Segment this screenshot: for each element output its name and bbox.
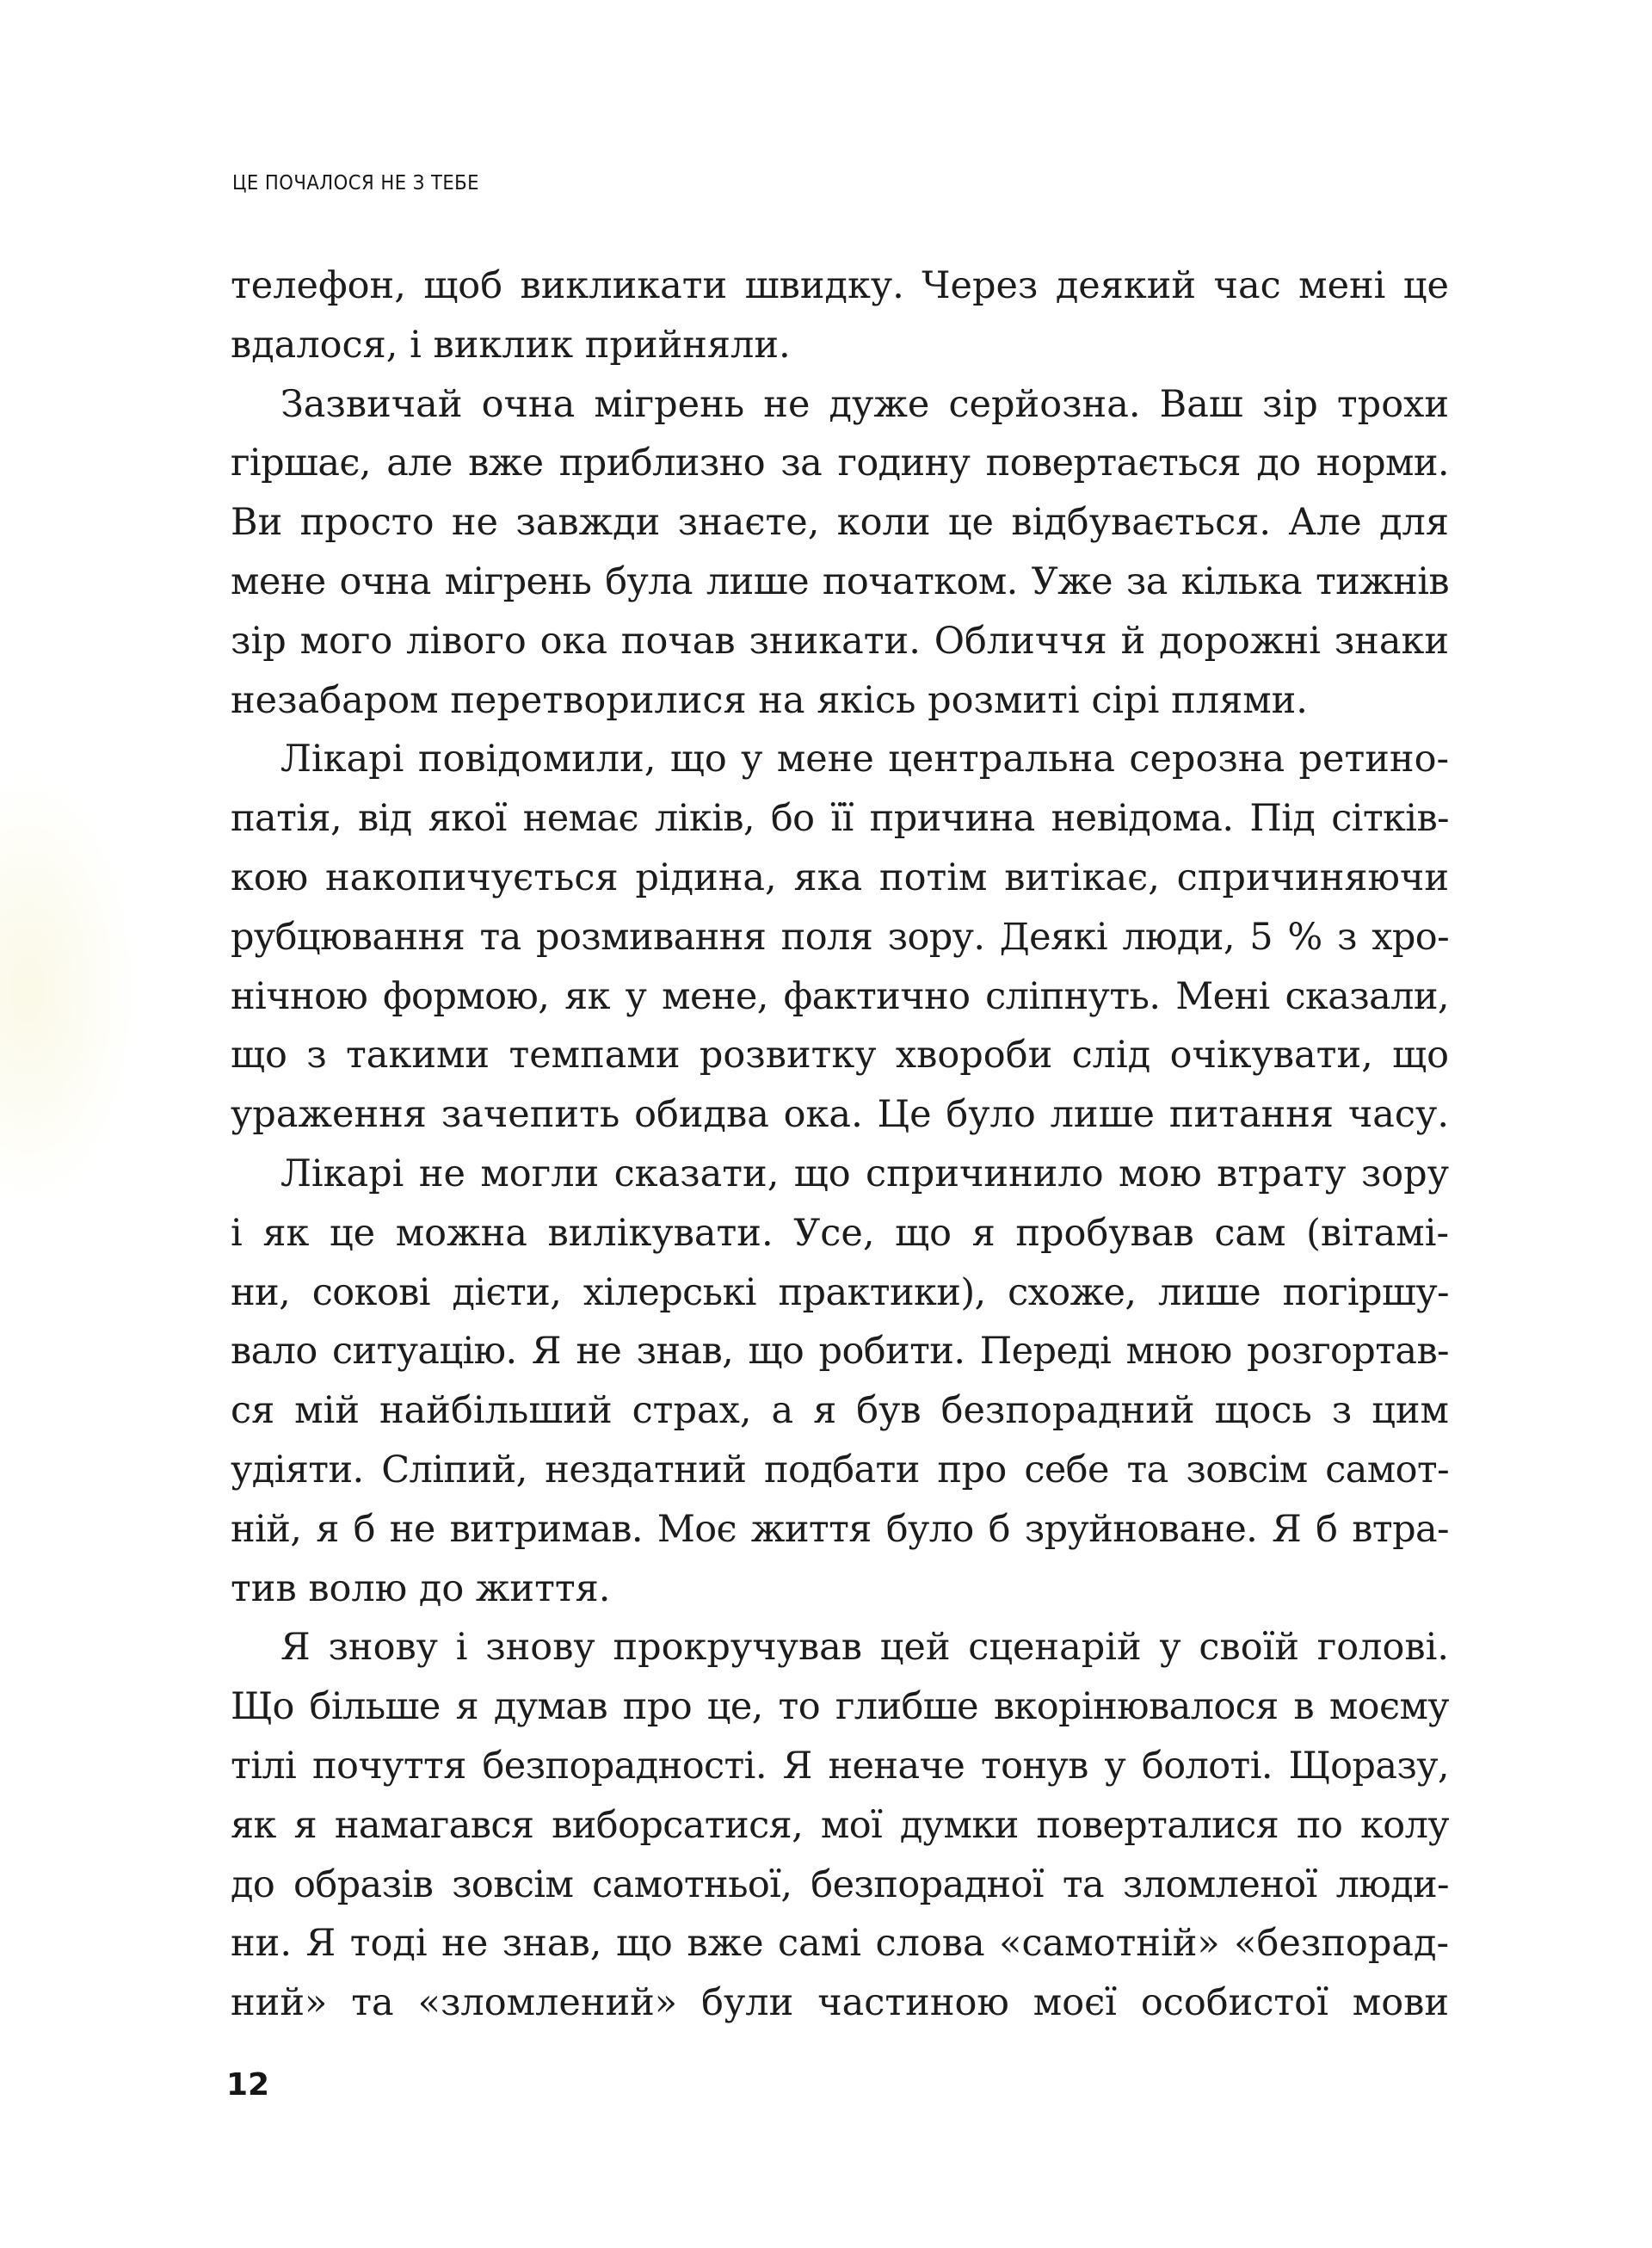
text-line: ний» та «зломлений» були частиною моєї особистої мови [231, 1981, 1449, 2025]
text-line: зір мого лівого ока почав зникати. Обличчя й дорожні знаки [231, 619, 1449, 663]
paragraph [231, 730, 1449, 1145]
paragraph [231, 1618, 1449, 2033]
text-line: Зазвичай очна мігрень не дуже серйозна. Ваш зір трохи [280, 382, 1449, 426]
text-line: ся мій найбільший страх, а я був безпорадний щось з цим [231, 1389, 1449, 1433]
text-line: патія, від якої немає ліків, бо її причина невідома. Під сітків- [231, 797, 1449, 841]
text-line: вдалося, і виклик прийняли. [231, 323, 791, 367]
text-line: телефон, щоб викликати швидку. Через деякий час мені це [231, 264, 1449, 307]
text-line: тілі почуття безпорадності. Я неначе тонув у болоті. Щоразу, [231, 1744, 1449, 1788]
text-line: мене очна мігрень була лише початком. Уже за кілька тижнів [231, 559, 1449, 603]
text-line: Лікарі повідомили, що у мене центральна серозна ретино- [280, 738, 1449, 781]
text-line: тив волю до життя. [231, 1566, 611, 1610]
text-line: вало ситуацію. Я не знав, що робити. Переді мною розгортав- [231, 1330, 1449, 1374]
running-head: ЦЕ ПОЧАЛОСЯ НЕ З ТЕБЕ [232, 172, 479, 195]
page-number: 12 [226, 2067, 270, 2103]
text-line: ураження зачепить обидва ока. Це було лише питання часу. [231, 1093, 1449, 1137]
text-line: удіяти. Сліпий, нездатний подбати про себе та зовсім самот- [231, 1448, 1449, 1491]
text-line: ній, я б не витримав. Моє життя було б зруйноване. Я б втра- [231, 1507, 1449, 1551]
text-line: рубцювання та розмивання поля зору. Деякі люди, 5 % з хро- [231, 915, 1449, 959]
paragraph [231, 375, 1449, 731]
text-line: Що більше я думав про це, то глибше вкорінювалося в моєму [231, 1685, 1449, 1729]
text-line: Лікарі не могли сказати, що спричинило мою втрату зору [280, 1152, 1449, 1195]
text-line: ни. Я тоді не знав, що вже самі слова «самотній» «безпорад- [231, 1922, 1449, 1966]
paper-tint [0, 775, 138, 1205]
text-line: кою накопичується рідина, яка потім витікає, спричиняючи [231, 855, 1449, 899]
body-text [231, 256, 1449, 2033]
text-line: незабаром перетворилися на якісь розмиті сірі плями. [231, 678, 1308, 722]
text-line: гіршає, але вже приблизно за годину повертається до норми. [231, 442, 1449, 485]
text-line: ни, сокові дієти, хілерські практики), схоже, лише погіршу- [231, 1270, 1449, 1314]
paragraph [231, 256, 1449, 375]
paragraph [231, 1145, 1449, 1618]
text-line: Я знову і знову прокручував цей сценарій у своїй голові. [280, 1626, 1449, 1670]
text-line: і як це можна вилікувати. Усе, що я пробував сам (вітамі- [231, 1211, 1449, 1255]
text-line: нічною формою, як у мене, фактично сліпнуть. Мені сказали, [231, 974, 1449, 1018]
text-line: Ви просто не завжди знаєте, коли це відбувається. Але для [231, 501, 1449, 545]
text-line: що з такими темпами розвитку хвороби слід очікувати, що [231, 1034, 1449, 1078]
text-line: як я намагався виборсатися, мої думки поверталися по колу [231, 1803, 1449, 1847]
text-line: до образів зовсім самотньої, безпорадної та зломленої люди- [231, 1862, 1449, 1906]
